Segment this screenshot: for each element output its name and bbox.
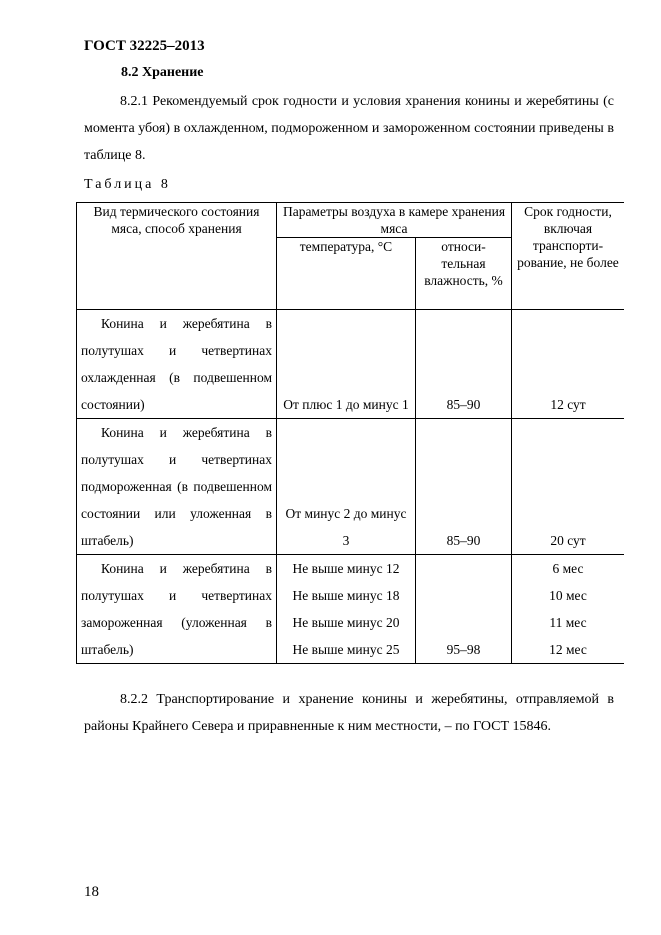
- document-code: ГОСТ 32225–2013: [84, 38, 205, 54]
- row1-temperature: От плюс 1 до минус 1: [277, 310, 416, 419]
- row2-term: 20 сут: [512, 419, 625, 555]
- row3-term-item: 6 мес: [552, 561, 584, 576]
- storage-table: [76, 202, 624, 664]
- row3-kind: Конина и жеребятина в полутушах и четвертинах замороженная (уложенная в штабель): [77, 555, 277, 664]
- row1-humidity: 85–90: [416, 310, 512, 419]
- page-number: 18: [84, 884, 99, 900]
- row3-temperature-item: Не выше минус 18: [292, 588, 400, 603]
- row3-temperatures: [277, 555, 416, 664]
- table-row: [77, 419, 625, 555]
- header-humidity: относи-тельная влажность, %: [416, 238, 512, 310]
- paragraph-8-2-2-text: 8.2.2 Транспортирование и хранение конины и жеребятины, отправляемой в районы Крайнего Севера и приравненные к ним местности, – по ГОСТ 15846.: [84, 692, 614, 734]
- paragraph-8-2-1-text: 8.2.1 Рекомендуемый срок годности и условия хранения конины и жеребятины (с момента убоя) в охлажденном, подмороженном и замороженном состоянии приведены в таблице 8.: [84, 94, 614, 163]
- row3-term-item: 12 мес: [549, 642, 587, 657]
- row3-term-item: 11 мес: [549, 615, 587, 630]
- row1-kind: Конина и жеребятина в полутушах и четвертинах охлажденная (в подвешенном состоянии): [77, 310, 277, 419]
- row3-humidity: 95–98: [416, 555, 512, 664]
- table-row: [77, 310, 625, 419]
- header-kind: Вид термического состояния мяса, способ хранения: [77, 203, 277, 310]
- row2-temperature: От минус 2 до минус 3: [277, 419, 416, 555]
- paragraph-8-2-2: [84, 686, 614, 740]
- row3-temperature-item: Не выше минус 25: [292, 642, 400, 657]
- header-temperature: температура, °С: [277, 238, 416, 310]
- header-shelf-life: Срок годности, включая транспорти-рование, не более: [512, 203, 625, 310]
- table-caption: Таблица 8: [84, 177, 171, 192]
- row2-humidity: 85–90: [416, 419, 512, 555]
- row2-kind: Конина и жеребятина в полутушах и четвертинах подмороженная (в подвешенном состоянии или уложенная в штабель): [77, 419, 277, 555]
- row1-term: 12 сут: [512, 310, 625, 419]
- section-title: 8.2 Хранение: [121, 65, 204, 80]
- row3-term-item: 10 мес: [549, 588, 587, 603]
- row3-temperature-item: Не выше минус 12: [292, 561, 400, 576]
- table-row: [77, 555, 625, 664]
- paragraph-8-2-1: [84, 88, 614, 169]
- row3-terms: [512, 555, 625, 664]
- row3-temperature-item: Не выше минус 20: [292, 615, 400, 630]
- table-header-row: [77, 203, 625, 238]
- header-air-params: Параметры воздуха в камере хранения мяса: [277, 203, 512, 238]
